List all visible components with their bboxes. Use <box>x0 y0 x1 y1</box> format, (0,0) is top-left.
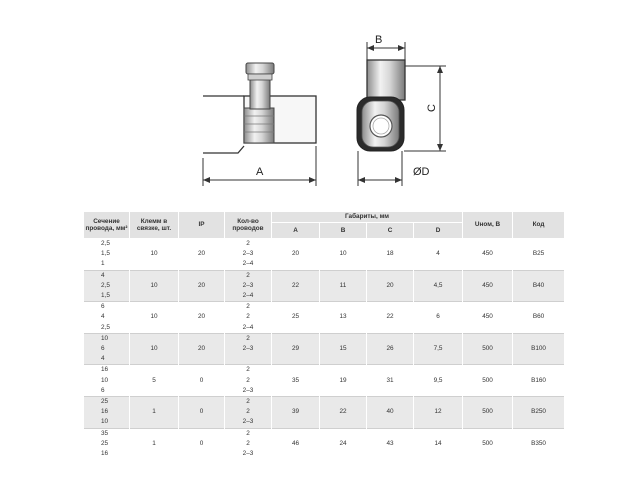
dim-a-cell: 35 <box>272 365 320 397</box>
unom-cell: 500 <box>463 428 513 459</box>
section-cell: 10 <box>84 376 130 386</box>
code-cell: B100 <box>513 333 565 365</box>
section-cell: 10 <box>84 333 130 344</box>
header-b: B <box>320 223 367 239</box>
dimension-a <box>203 166 316 183</box>
dim-c-cell: 22 <box>367 302 414 334</box>
table-row <box>84 302 565 313</box>
section-cell: 25 <box>84 439 130 449</box>
section-cell: 4 <box>84 354 130 365</box>
dim-d-cell: 4 <box>414 239 463 271</box>
clamps-cell: 5 <box>130 365 179 397</box>
header-a: A <box>272 223 320 239</box>
wires-cell: 2–3 <box>225 449 272 459</box>
unom-cell: 500 <box>463 365 513 397</box>
unom-cell: 500 <box>463 333 513 365</box>
wires-cell: 2–3 <box>225 249 272 259</box>
wires-cell: 2–3 <box>225 281 272 291</box>
dim-d-cell: 14 <box>414 428 463 459</box>
code-cell: B160 <box>513 365 565 397</box>
ip-cell: 20 <box>179 333 225 365</box>
section-cell: 16 <box>84 407 130 417</box>
dimension-d <box>358 166 430 183</box>
section-cell: 4 <box>84 270 130 281</box>
wires-cell: 2 <box>225 428 272 439</box>
clamps-cell: 10 <box>130 239 179 271</box>
section-cell: 16 <box>84 449 130 459</box>
dim-b-cell: 15 <box>320 333 367 365</box>
section-cell: 2,5 <box>84 239 130 250</box>
dimension-c <box>426 66 443 151</box>
table-group <box>84 302 565 334</box>
wires-cell: 2 <box>225 365 272 376</box>
dim-d-cell: 7,5 <box>414 333 463 365</box>
section-cell: 6 <box>84 302 130 313</box>
table-group <box>84 397 565 429</box>
wires-cell: 2 <box>225 397 272 408</box>
wires-cell: 2–4 <box>225 323 272 334</box>
dim-c-cell: 26 <box>367 333 414 365</box>
dim-c-cell: 43 <box>367 428 414 459</box>
unom-cell: 450 <box>463 270 513 302</box>
wires-cell: 2 <box>225 333 272 344</box>
ip-cell: 20 <box>179 270 225 302</box>
dimension-b <box>367 34 405 51</box>
code-cell: B60 <box>513 302 565 334</box>
dim-c-cell: 31 <box>367 365 414 397</box>
wires-cell: 2 <box>225 439 272 449</box>
wires-cell: 2–4 <box>225 259 272 270</box>
table-header <box>84 212 565 239</box>
wires-cell: 2 <box>225 239 272 250</box>
dim-b-cell: 24 <box>320 428 367 459</box>
dim-b-cell: 11 <box>320 270 367 302</box>
table-group <box>84 239 565 271</box>
unom-cell: 450 <box>463 239 513 271</box>
header-ip: IP <box>179 212 225 239</box>
table-group <box>84 333 565 365</box>
section-cell: 6 <box>84 344 130 354</box>
table-row <box>84 333 565 344</box>
section-cell: 2,5 <box>84 281 130 291</box>
dim-a-cell: 46 <box>272 428 320 459</box>
front-view <box>357 42 446 186</box>
section-cell: 6 <box>84 386 130 397</box>
dim-c-cell: 18 <box>367 239 414 271</box>
header-unom: Uном, В <box>463 212 513 239</box>
clamps-cell: 10 <box>130 270 179 302</box>
dim-c-cell: 40 <box>367 397 414 429</box>
section-cell: 1,5 <box>84 291 130 302</box>
clamps-cell: 10 <box>130 302 179 334</box>
dim-d-cell: 9,5 <box>414 365 463 397</box>
section-cell: 1,5 <box>84 249 130 259</box>
ip-cell: 0 <box>179 397 225 429</box>
wires-cell: 2 <box>225 407 272 417</box>
header-section: Сечение провода, мм² <box>84 212 130 239</box>
dim-d-cell: 6 <box>414 302 463 334</box>
wires-cell: 2–3 <box>225 417 272 428</box>
wires-cell: 2 <box>225 270 272 281</box>
section-cell: 25 <box>84 397 130 408</box>
ip-cell: 20 <box>179 239 225 271</box>
wires-cell: 2–4 <box>225 291 272 302</box>
dim-b-cell: 13 <box>320 302 367 334</box>
ip-cell: 0 <box>179 365 225 397</box>
table-row <box>84 239 565 250</box>
dim-b-cell: 19 <box>320 365 367 397</box>
unom-cell: 500 <box>463 397 513 429</box>
header-code: Код <box>513 212 565 239</box>
wires-cell: 2 <box>225 312 272 322</box>
wires-cell: 2 <box>225 376 272 386</box>
header-d: D <box>414 223 463 239</box>
dim-d-cell: 4,5 <box>414 270 463 302</box>
code-cell: B40 <box>513 270 565 302</box>
wires-cell: 2–3 <box>225 386 272 397</box>
code-cell: B25 <box>513 239 565 271</box>
table-row <box>84 397 565 408</box>
dim-a-cell: 25 <box>272 302 320 334</box>
section-cell: 10 <box>84 417 130 428</box>
header-clamps: Клемм в связке, шт. <box>130 212 179 239</box>
dim-c-cell: 20 <box>367 270 414 302</box>
section-cell: 1 <box>84 259 130 270</box>
clamps-cell: 1 <box>130 397 179 429</box>
wires-cell: 2 <box>225 302 272 313</box>
dimension-a-label: A <box>256 166 264 178</box>
ip-cell: 20 <box>179 302 225 334</box>
dimension-c-label: C <box>426 104 438 112</box>
spec-table <box>83 211 565 459</box>
dim-b-cell: 22 <box>320 397 367 429</box>
wires-cell: 2–3 <box>225 344 272 354</box>
connector-drawing <box>0 0 640 200</box>
dim-a-cell: 39 <box>272 397 320 429</box>
header-c: C <box>367 223 414 239</box>
section-cell: 16 <box>84 365 130 376</box>
clamps-cell: 1 <box>130 428 179 459</box>
table-row <box>84 365 565 376</box>
unom-cell: 450 <box>463 302 513 334</box>
header-dims: Габариты, мм <box>272 212 463 223</box>
section-cell: 35 <box>84 428 130 439</box>
dim-a-cell: 29 <box>272 333 320 365</box>
dim-a-cell: 22 <box>272 270 320 302</box>
table-row <box>84 270 565 281</box>
section-cell: 4 <box>84 312 130 322</box>
clamps-cell: 10 <box>130 333 179 365</box>
table-group <box>84 428 565 459</box>
ip-cell: 0 <box>179 428 225 459</box>
table-row <box>84 428 565 439</box>
dimension-b-label: B <box>375 34 383 46</box>
dim-a-cell: 20 <box>272 239 320 271</box>
header-wires: Кол-во проводов <box>225 212 272 239</box>
dim-d-cell: 12 <box>414 397 463 429</box>
wires-cell <box>225 354 272 365</box>
table-group <box>84 270 565 302</box>
table-group <box>84 365 565 397</box>
code-cell: B350 <box>513 428 565 459</box>
section-cell: 2,5 <box>84 323 130 334</box>
code-cell: B250 <box>513 397 565 429</box>
dim-b-cell: 10 <box>320 239 367 271</box>
dimension-d-label: ØD <box>413 166 430 178</box>
